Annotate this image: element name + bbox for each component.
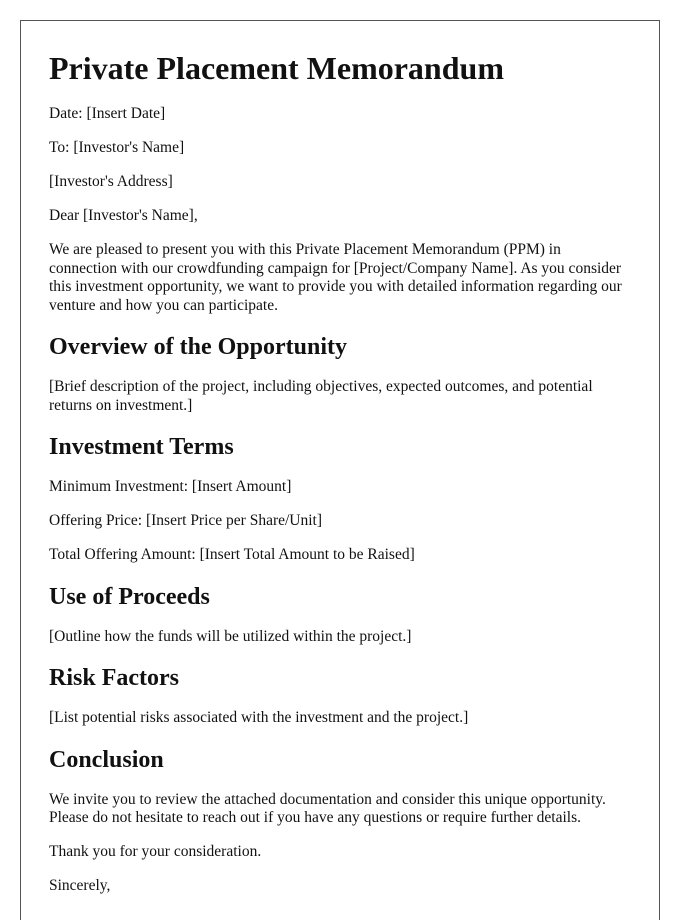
risk-factors-paragraph: [List potential risks associated with the investment and the project.] bbox=[49, 709, 469, 726]
thank-you-line: Thank you for your consideration. bbox=[49, 843, 262, 860]
recipient-name-line: To: [Investor's Name] bbox=[49, 139, 185, 156]
section-heading-use-of-proceeds: Use of Proceeds bbox=[49, 583, 210, 610]
use-of-proceeds-paragraph: [Outline how the funds will be utilized within the project.] bbox=[49, 627, 412, 645]
salutation: Dear [Investor's Name], bbox=[49, 207, 198, 224]
section-investment-terms bbox=[49, 433, 631, 565]
section-heading-conclusion: Conclusion bbox=[49, 746, 164, 773]
date-line: Date: [Insert Date] bbox=[49, 105, 166, 122]
section-heading-investment-terms: Investment Terms bbox=[49, 434, 234, 460]
total-offering-amount-line: Total Offering Amount: [Insert Total Amount to be Raised] bbox=[49, 546, 415, 563]
memorandum-page bbox=[20, 20, 660, 920]
closing-line: Sincerely, bbox=[49, 877, 111, 894]
offering-price-line: Offering Price: [Insert Price per Share/Unit] bbox=[49, 512, 323, 529]
document-title: Private Placement Memorandum bbox=[49, 50, 504, 86]
intro-paragraph: We are pleased to present you with this Private Placement Memorandum (PPM) in connection with our crowdfunding campaign for [Project/Company Name]. As you consider this investment opportunity, we want to provide you with detailed information regarding our venture and how you can participate. bbox=[49, 241, 622, 314]
minimum-investment-line: Minimum Investment: [Insert Amount] bbox=[49, 478, 292, 495]
overview-paragraph: [Brief description of the project, including objectives, expected outcomes, and potential returns on investment.] bbox=[49, 378, 593, 414]
section-risk-factors bbox=[49, 664, 631, 728]
section-heading-overview: Overview of the Opportunity bbox=[49, 334, 347, 360]
section-use-of-proceeds bbox=[49, 583, 631, 647]
section-conclusion bbox=[49, 746, 631, 862]
section-overview bbox=[49, 333, 631, 415]
section-heading-risk-factors: Risk Factors bbox=[49, 665, 179, 691]
recipient-address-line: [Investor's Address] bbox=[49, 173, 173, 190]
conclusion-paragraph: We invite you to review the attached documentation and consider this unique opportunity. Please do not hesitate to reach out if you have any questions or require further details. bbox=[49, 790, 606, 826]
